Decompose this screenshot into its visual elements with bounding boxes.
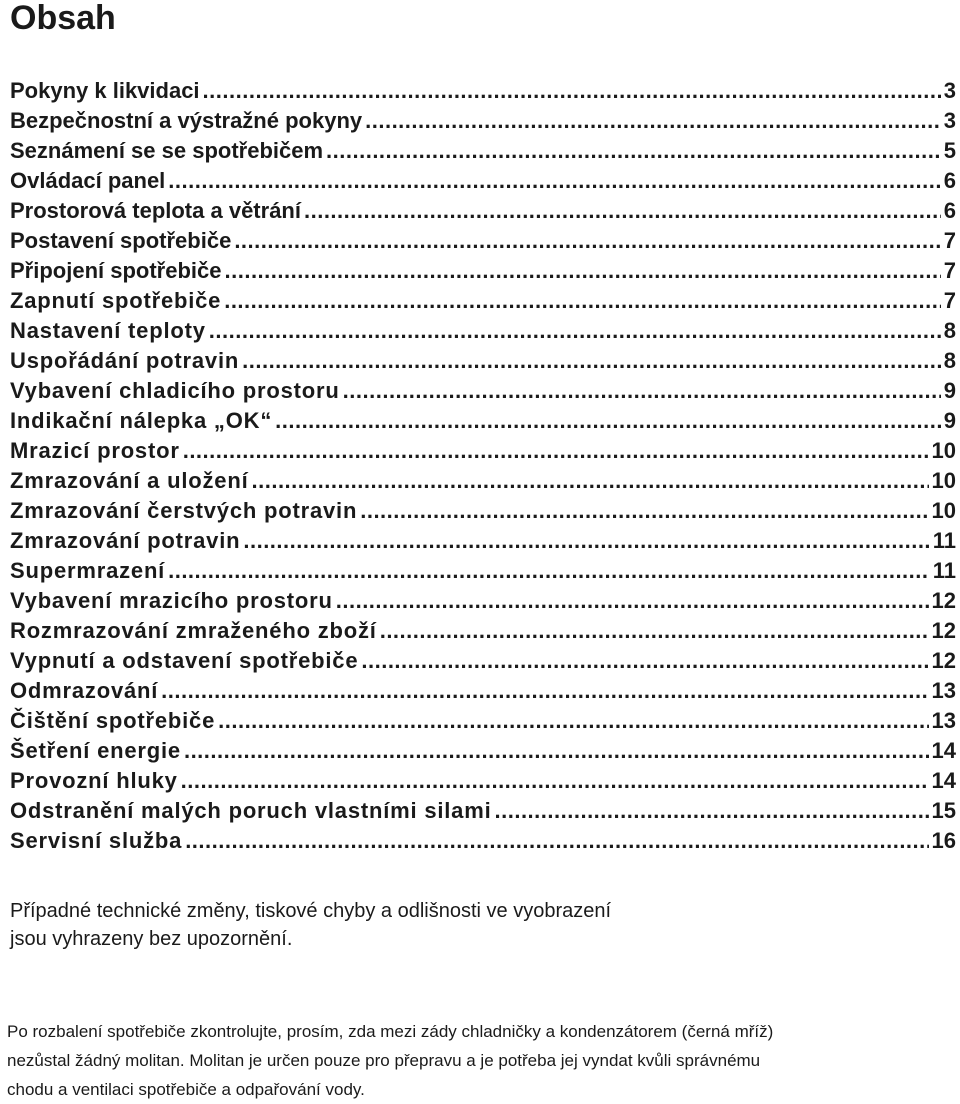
toc-entry-label: Čištění spotřebiče [10, 708, 216, 733]
toc-leader-dots [168, 556, 930, 586]
toc-entry[interactable] [10, 196, 956, 226]
toc-leader-dots [252, 466, 929, 496]
toc-leader-dots [185, 826, 928, 856]
toc-leader-dots [181, 766, 929, 796]
toc-entry[interactable] [10, 466, 956, 496]
unpacking-note-line: Po rozbalení spotřebiče zkontrolujte, prosím, zda mezi zády chladničky a kondenzátorem (černá mříž) [7, 1022, 774, 1041]
toc-entry[interactable] [10, 406, 956, 436]
unpacking-note [7, 1017, 957, 1104]
toc-entry[interactable] [10, 496, 956, 526]
toc-leader-dots [275, 406, 941, 436]
toc-leader-dots [242, 346, 941, 376]
toc-entry-label: Odstranění malých poruch vlastními silami [10, 798, 492, 823]
toc-entry[interactable] [10, 226, 956, 256]
toc-entry-page: 13 [931, 678, 956, 703]
toc-entry-page: 3 [943, 108, 956, 133]
toc-entry[interactable] [10, 376, 956, 406]
toc-leader-dots [218, 706, 928, 736]
toc-entry-label: Uspořádání potravin [10, 348, 240, 373]
toc-entry-page: 8 [943, 318, 956, 343]
toc-entry-page: 10 [931, 498, 956, 523]
toc-entry-label: Zapnutí spotřebiče [10, 288, 222, 313]
unpacking-note-line: chodu a ventilaci spotřebiče a odpařování vody. [7, 1080, 365, 1099]
toc-entry-page: 9 [943, 408, 956, 433]
toc-entry[interactable] [10, 796, 956, 826]
toc-entry-label: Indikační nálepka „OK“ [10, 408, 273, 433]
unpacking-note-line: nezůstal žádný molitan. Molitan je určen pouze pro přepravu a je potřeba jej vyndat kvůli správnému [7, 1051, 761, 1070]
toc-entry[interactable] [10, 736, 956, 766]
toc-entry[interactable] [10, 136, 956, 166]
toc-entry-page: 16 [931, 828, 956, 853]
toc-leader-dots [336, 586, 929, 616]
toc-entry-page: 7 [943, 288, 956, 313]
toc-entry[interactable] [10, 76, 956, 106]
toc-leader-dots [203, 76, 941, 106]
toc-entry[interactable] [10, 316, 956, 346]
toc-leader-dots [168, 166, 940, 196]
toc-entry-label: Seznámení se se spotřebičem [10, 138, 324, 163]
toc-leader-dots [184, 736, 929, 766]
toc-entry-label: Ovládací panel [10, 168, 166, 193]
toc-leader-dots [304, 196, 941, 226]
toc-leader-dots [161, 676, 928, 706]
toc-entry[interactable] [10, 676, 956, 706]
toc-entry-label: Mrazicí prostor [10, 438, 180, 463]
toc-entry[interactable] [10, 286, 956, 316]
toc-entry-label: Bezpečnostní a výstražné pokyny [10, 108, 363, 133]
toc-leader-dots [343, 376, 941, 406]
toc-entry-label: Rozmrazování zmraženého zboží [10, 618, 377, 643]
toc-entry-page: 3 [943, 78, 956, 103]
changes-notice-line: jsou vyhrazeny bez upozornění. [10, 928, 293, 950]
toc-entry-label: Vypnutí a odstavení spotřebiče [10, 648, 359, 673]
toc-entry-label: Zmrazování čerstvých potravin [10, 498, 358, 523]
toc-leader-dots [183, 436, 929, 466]
toc-entry-label: Připojení spotřebiče [10, 258, 222, 283]
table-of-contents [10, 76, 956, 856]
toc-entry-label: Servisní služba [10, 828, 183, 853]
toc-entry[interactable] [10, 436, 956, 466]
toc-entry-page: 9 [943, 378, 956, 403]
toc-entry-label: Supermrazení [10, 558, 166, 583]
toc-leader-dots [326, 136, 941, 166]
toc-entry-label: Pokyny k likvidaci [10, 78, 200, 103]
toc-entry-page: 12 [931, 588, 956, 613]
toc-leader-dots [365, 106, 941, 136]
toc-entry-page: 6 [943, 198, 956, 223]
toc-entry-label: Postavení spotřebiče [10, 228, 232, 253]
toc-entry-page: 6 [943, 168, 956, 193]
toc-entry-page: 12 [931, 648, 956, 673]
toc-entry-page: 14 [931, 738, 956, 763]
toc-entry-label: Šetření energie [10, 738, 181, 763]
toc-entry-label: Vybavení chladicího prostoru [10, 378, 340, 403]
toc-leader-dots [243, 526, 929, 556]
toc-entry-label: Odmrazování [10, 678, 159, 703]
toc-entry[interactable] [10, 826, 956, 856]
toc-entry-label: Zmrazování potravin [10, 528, 241, 553]
changes-notice [10, 897, 770, 953]
toc-entry-label: Zmrazování a uložení [10, 468, 249, 493]
changes-notice-line: Případné technické změny, tiskové chyby a odlišnosti ve vyobrazení [10, 900, 612, 922]
toc-entry-page: 7 [943, 258, 956, 283]
toc-entry-page: 5 [943, 138, 956, 163]
toc-entry[interactable] [10, 556, 956, 586]
toc-leader-dots [361, 646, 928, 676]
toc-entry-page: 12 [931, 618, 956, 643]
toc-entry[interactable] [10, 526, 956, 556]
toc-entry-label: Nastavení teploty [10, 318, 206, 343]
toc-entry-page: 15 [931, 798, 956, 823]
toc-entry-page: 11 [932, 528, 956, 553]
toc-leader-dots [224, 286, 941, 316]
toc-entry[interactable] [10, 616, 956, 646]
toc-entry-page: 10 [931, 468, 956, 493]
toc-entry[interactable] [10, 706, 956, 736]
toc-entry[interactable] [10, 346, 956, 376]
toc-leader-dots [234, 226, 940, 256]
toc-leader-dots [209, 316, 941, 346]
toc-entry[interactable] [10, 586, 956, 616]
toc-leader-dots [360, 496, 928, 526]
toc-entry[interactable] [10, 646, 956, 676]
toc-entry-page: 10 [931, 438, 956, 463]
toc-entry[interactable] [10, 256, 956, 286]
toc-entry-label: Prostorová teplota a větrání [10, 198, 301, 223]
toc-entry-page: 13 [931, 708, 956, 733]
toc-entry-page: 14 [931, 768, 956, 793]
toc-leader-dots [380, 616, 929, 646]
toc-entry-page: 7 [943, 228, 956, 253]
toc-entry[interactable] [10, 166, 956, 196]
toc-entry[interactable] [10, 766, 956, 796]
toc-entry-label: Vybavení mrazicího prostoru [10, 588, 333, 613]
toc-entry-page: 8 [943, 348, 956, 373]
toc-leader-dots [225, 256, 941, 286]
toc-entry[interactable] [10, 106, 956, 136]
toc-leader-dots [495, 796, 929, 826]
toc-entry-label: Provozní hluky [10, 768, 178, 793]
page-title: Obsah [10, 0, 116, 37]
toc-entry-page: 11 [932, 558, 956, 583]
